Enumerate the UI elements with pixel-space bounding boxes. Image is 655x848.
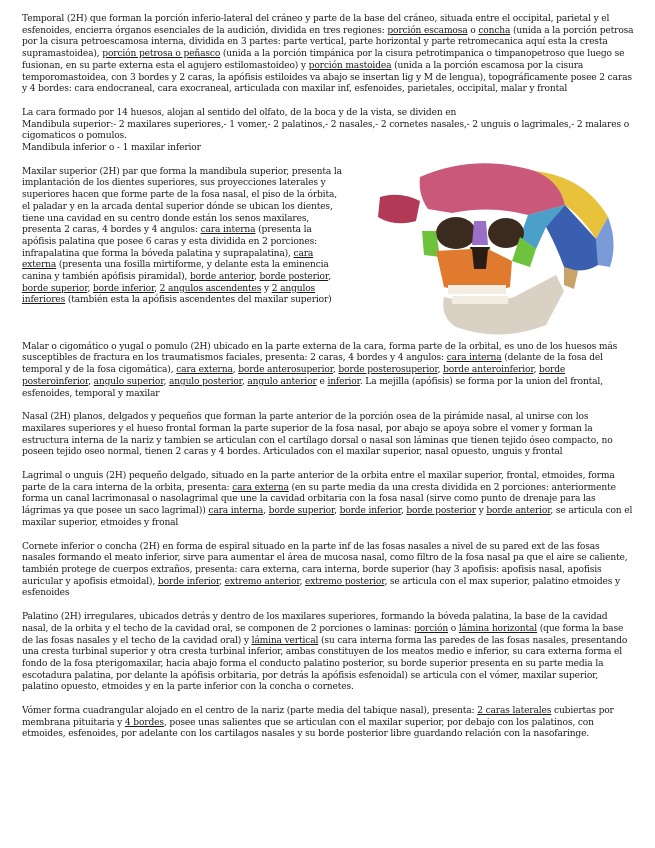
document-page [22, 14, 634, 741]
paragraph-nasal [22, 412, 634, 459]
paragraph-temporal [22, 14, 634, 96]
text-run: La cara formado por 14 huesos, alojan al sentido del olfato, de la boca y de la vista, se dividen en [22, 107, 457, 118]
underlined-term: borde posterosuperior [338, 365, 438, 376]
text-run: y [261, 283, 272, 294]
paragraph-malar [22, 342, 634, 401]
text-run: Mandibula inferior o - 1 maxilar inferior [22, 143, 201, 154]
underlined-term: borde superior [22, 283, 88, 294]
text-run: (unida a la porción escamosa por la cisura temporomastoidea, con 3 bordes y 2 caras, la apófisis estiloides va abajo se insertan lig y M de lengua), topográficamente posee 2 caras y 4 bordes: cara endocraneal, cara exocraneal, articulada con maxilar inf, esfenoides, parietales, occipital, malar y frontal [22, 60, 632, 95]
underlined-term: 4 bordes [124, 717, 164, 728]
paragraph-cornete [22, 542, 634, 601]
text-run: , posee unas salientes que se articulan con el maxilar superior, por debajo con los palatinos, con etmoides, esfenoides, por adelante con los cartilagos nasales y su borde posterior libre guardando relación con la nasofaringe. [22, 717, 594, 740]
underlined-term: borde anterior [486, 506, 551, 517]
text-run: Palatino (2H) irregulares, ubicados detrás y dentro de los maxilares superiores, formando la bóveda palatina, la base de la cavidad nasal, de la orbita y el techo de la cavidad oral, se componen de 2 porciones o laminas: [22, 612, 608, 634]
underlined-term: 2 angulos inferiores [22, 283, 316, 306]
underlined-term: cara externa [176, 365, 233, 376]
underlined-term: porción [414, 623, 449, 634]
text-run: , [254, 272, 260, 283]
underlined-term: borde inferior [157, 576, 220, 587]
underlined-term: angulo anterior [247, 376, 317, 387]
underlined-term: cara externa [232, 482, 289, 493]
underlined-term: lámina vertical [251, 635, 319, 646]
underlined-term: 2 caras laterales [477, 706, 552, 717]
paragraph-mandibula-inferior [22, 143, 634, 155]
text-run: (presenta una fosilla mirtiforme, y delante esta la eminencia canina y también apófisis piramidal), [22, 260, 329, 283]
underlined-term: borde posterior [406, 506, 476, 517]
text-run: , [400, 506, 407, 517]
underlined-term: borde inferior [339, 506, 401, 517]
text-run: , [328, 272, 331, 283]
underlined-term: lámina horizontal [458, 623, 538, 634]
underlined-term: porción escamosa [387, 25, 468, 36]
underlined-term: 2 angulos ascendentes [159, 283, 262, 294]
text-run: o [448, 623, 459, 634]
text-run: (su cara interna forma las paredes de las fosas nasales, presentando una cresta turbinal superior y otra cresta turbinal inferior, ambas constituyen de los meatos medio e inferior, su cara externa forma el fondo de la fosa pterigomaxilar, hacia abajo forma el conducto palatino posterior, su borde superior presenta en su parte media la escotadura palatina, por delante la apófisis orbitaria, por detrás la apófisis esfenoidal) se articula con el vómer, maxilar superior, palatino opuesto, etmoides y en la parte inferior con la concha o cornetes. [22, 635, 628, 693]
text-run: Temporal (2H) que forman la porción inferio-lateral del cráneo y parte de la base del cráneo, situada entre el occipital, parietal y el esfenoides, encierra órganos esenciales de la audición, dividida en tres regiones: [22, 14, 610, 36]
text-run: (también esta la apófisis ascendentes del maxilar superior) [65, 295, 332, 306]
text-run: , [88, 376, 94, 387]
text-run: cubiertas por membrana pituitaria y [22, 706, 614, 728]
paragraph-maxilar-superior [22, 167, 344, 307]
text-run: Mandibula superior:- 2 maxilares superiores,- 1 vomer,- 2 palatinos,- 2 nasales,- 2 cornetes nasales,- 2 unguis o lagrimales,- 2 malares o cigomaticos o pomulos. [22, 119, 630, 142]
text-run: , [332, 365, 339, 376]
text-run: (unida a la porción petrosa por la cisura petroescamosa interna, dividida en 3 partes: parte vertical, parte horizontal y parte retromecanica aquí esta la cresta supramastoidea), [22, 25, 634, 60]
underlined-term: cara interna [200, 225, 256, 236]
underlined-term: extremo posterior [305, 576, 385, 587]
text-run: . La mejilla (apófisis) se forma por la union del frontal, esfenoides, temporal y maxilar [22, 376, 603, 399]
text-run: (delante de la fosa del temporal y de la fosa cigomática), [22, 353, 603, 376]
text-run: , [241, 376, 248, 387]
paragraph-lagrimal [22, 471, 634, 530]
text-run: , [87, 283, 93, 294]
frontal-bone [420, 163, 565, 215]
text-run: , [299, 576, 306, 587]
text-run: Nasal (2H) planos, delgados y pequeños que forman la parte anterior de la porción osea de la pirámide nasal, al unirse con los maxilares superiores y el hueso frontal forman la parte superior de la fosa nasal, por abajo se apoya sobre el vomer y forman la estructura interna de la nariz y tambien se articulan con el cartílago dorsal o nasal son láminas que tienen tejido óseo compacto, no poseen tejido oseo normal, tienen 2 caras y 4 bordes. Articulados con el maxilar superior, nasal opuesto, unguis y frontal [22, 412, 613, 458]
underlined-term: borde anterior [189, 272, 255, 283]
underlined-term: borde anterosuperior [238, 365, 333, 376]
text-run: (presenta la apófisis palatina que posee 6 caras y esta dividida en 2 porciones: infrapalatina que forma la bóveda palatina y suprapalatina), [22, 225, 318, 259]
text-run: e [316, 376, 328, 387]
text-run: y [475, 506, 487, 517]
underlined-term: borde posterior [259, 272, 329, 283]
nasal-bone [472, 221, 488, 245]
text-run: , [163, 376, 169, 387]
underlined-term: borde inferior [92, 283, 155, 294]
text-run: Maxilar superior (2H) par que forma la mandibula superior, presenta la implantación de los dientes superiores, sus proyecciones laterales y superiores hacen que forme parte de la fosa nasal, el piso de la órbita, el paladar y en la arcada dental superior dónde se ubican los dientes, tiene una cavidad en su centro donde están los senos maxilares, presenta 2 caras, 4 bordes y 4 angulos: [22, 166, 342, 236]
text-run: , [334, 506, 340, 517]
underlined-term: inferior [327, 376, 360, 387]
text-run: , [219, 576, 225, 587]
text-run: Vómer forma cuadrangular alojado en el centro de la nariz (parte media del tabique nasal), presenta: [22, 706, 478, 717]
text-run: Cornete inferior o concha (2H) en forma de espiral situado en la parte inf de las fosas nasales a nivel de su pared ext de las fosas nasales formando el meato inferior, sirve para aumentar el área de mucosa nasal, como filtro de la fosa nasal pa que el aire se caliente, también protege de cuerpos extraños, presenta: cara externa, cara interna, borde superior (hay 3 apofisis: apofisis nasal, apofisis auricular y apofisis etmoidal), [22, 541, 628, 587]
skull-illustration [360, 157, 620, 341]
paragraph-palatino [22, 612, 634, 694]
underlined-term: cara interna [208, 506, 264, 517]
text-run: , [263, 506, 269, 517]
underlined-term: extremo anterior [224, 576, 300, 587]
underlined-term: angulo superior [93, 376, 164, 387]
text-run: , [437, 365, 444, 376]
maxilar-with-figure [22, 167, 634, 330]
paragraph-mandibula-superior [22, 120, 634, 143]
underlined-term: porción petrosa o peñasco [102, 49, 221, 60]
text-run: Malar o cigomático o yugal o pomulo (2H) ubicado en la parte externa de la cara, forma parte de la orbital, es uno de los huesos más susceptibles de fractura en los traumatismos faciales, presenta: 2 caras, 4 bordes y 4 angulos: [22, 341, 618, 364]
text-run: (unida a la porción timpánica por la cisura petrotimpanica o timpanopetroso que luego se fusionan, en su parte externa esta el agujero estilomastoideo) y [22, 49, 625, 71]
underlined-term: porción mastoidea [308, 60, 392, 71]
paragraph-vomer [22, 706, 634, 741]
text-run: (que forma la base de las fosas nasales y el techo de la cavidad oral) y [22, 623, 624, 646]
underlined-term: borde posteroinferior [22, 365, 566, 387]
text-run: , se articula con el max superior, palatino etmoides y esfenoides [22, 576, 621, 599]
text-run: , se articula con el maxilar superior, etmoides y fronal [22, 506, 633, 528]
text-run: , [154, 283, 160, 294]
paragraph-cara [22, 108, 634, 120]
underlined-term: concha [478, 25, 511, 36]
text-run: Lagrimal o unguis (2H) pequeño delgado, situado en la parte anterior de la orbita entre el maxilar superior, frontal, etmoides, forma parte de la cara interna de la orbita, presenta: [22, 471, 615, 493]
text-run: (en su parte media da una cresta dividida en 2 porciones: anteriormente forma un canal lacrimonasal o nasolagrimal que une la cavidad orbitaria con la fosa nasal (sirve como punto de drenaje para las lágrimas ya que posee un saco lagrimal)) [22, 482, 616, 517]
underlined-term: borde superior [268, 506, 335, 517]
text-run: , [232, 365, 239, 376]
text-run: o [467, 25, 479, 36]
underlined-term: borde anteroinferior [443, 365, 534, 376]
underlined-term: angulo posterior [168, 376, 242, 387]
underlined-term: cara externa [22, 248, 314, 271]
underlined-term: cara interna [446, 353, 502, 364]
text-run: , [533, 365, 540, 376]
